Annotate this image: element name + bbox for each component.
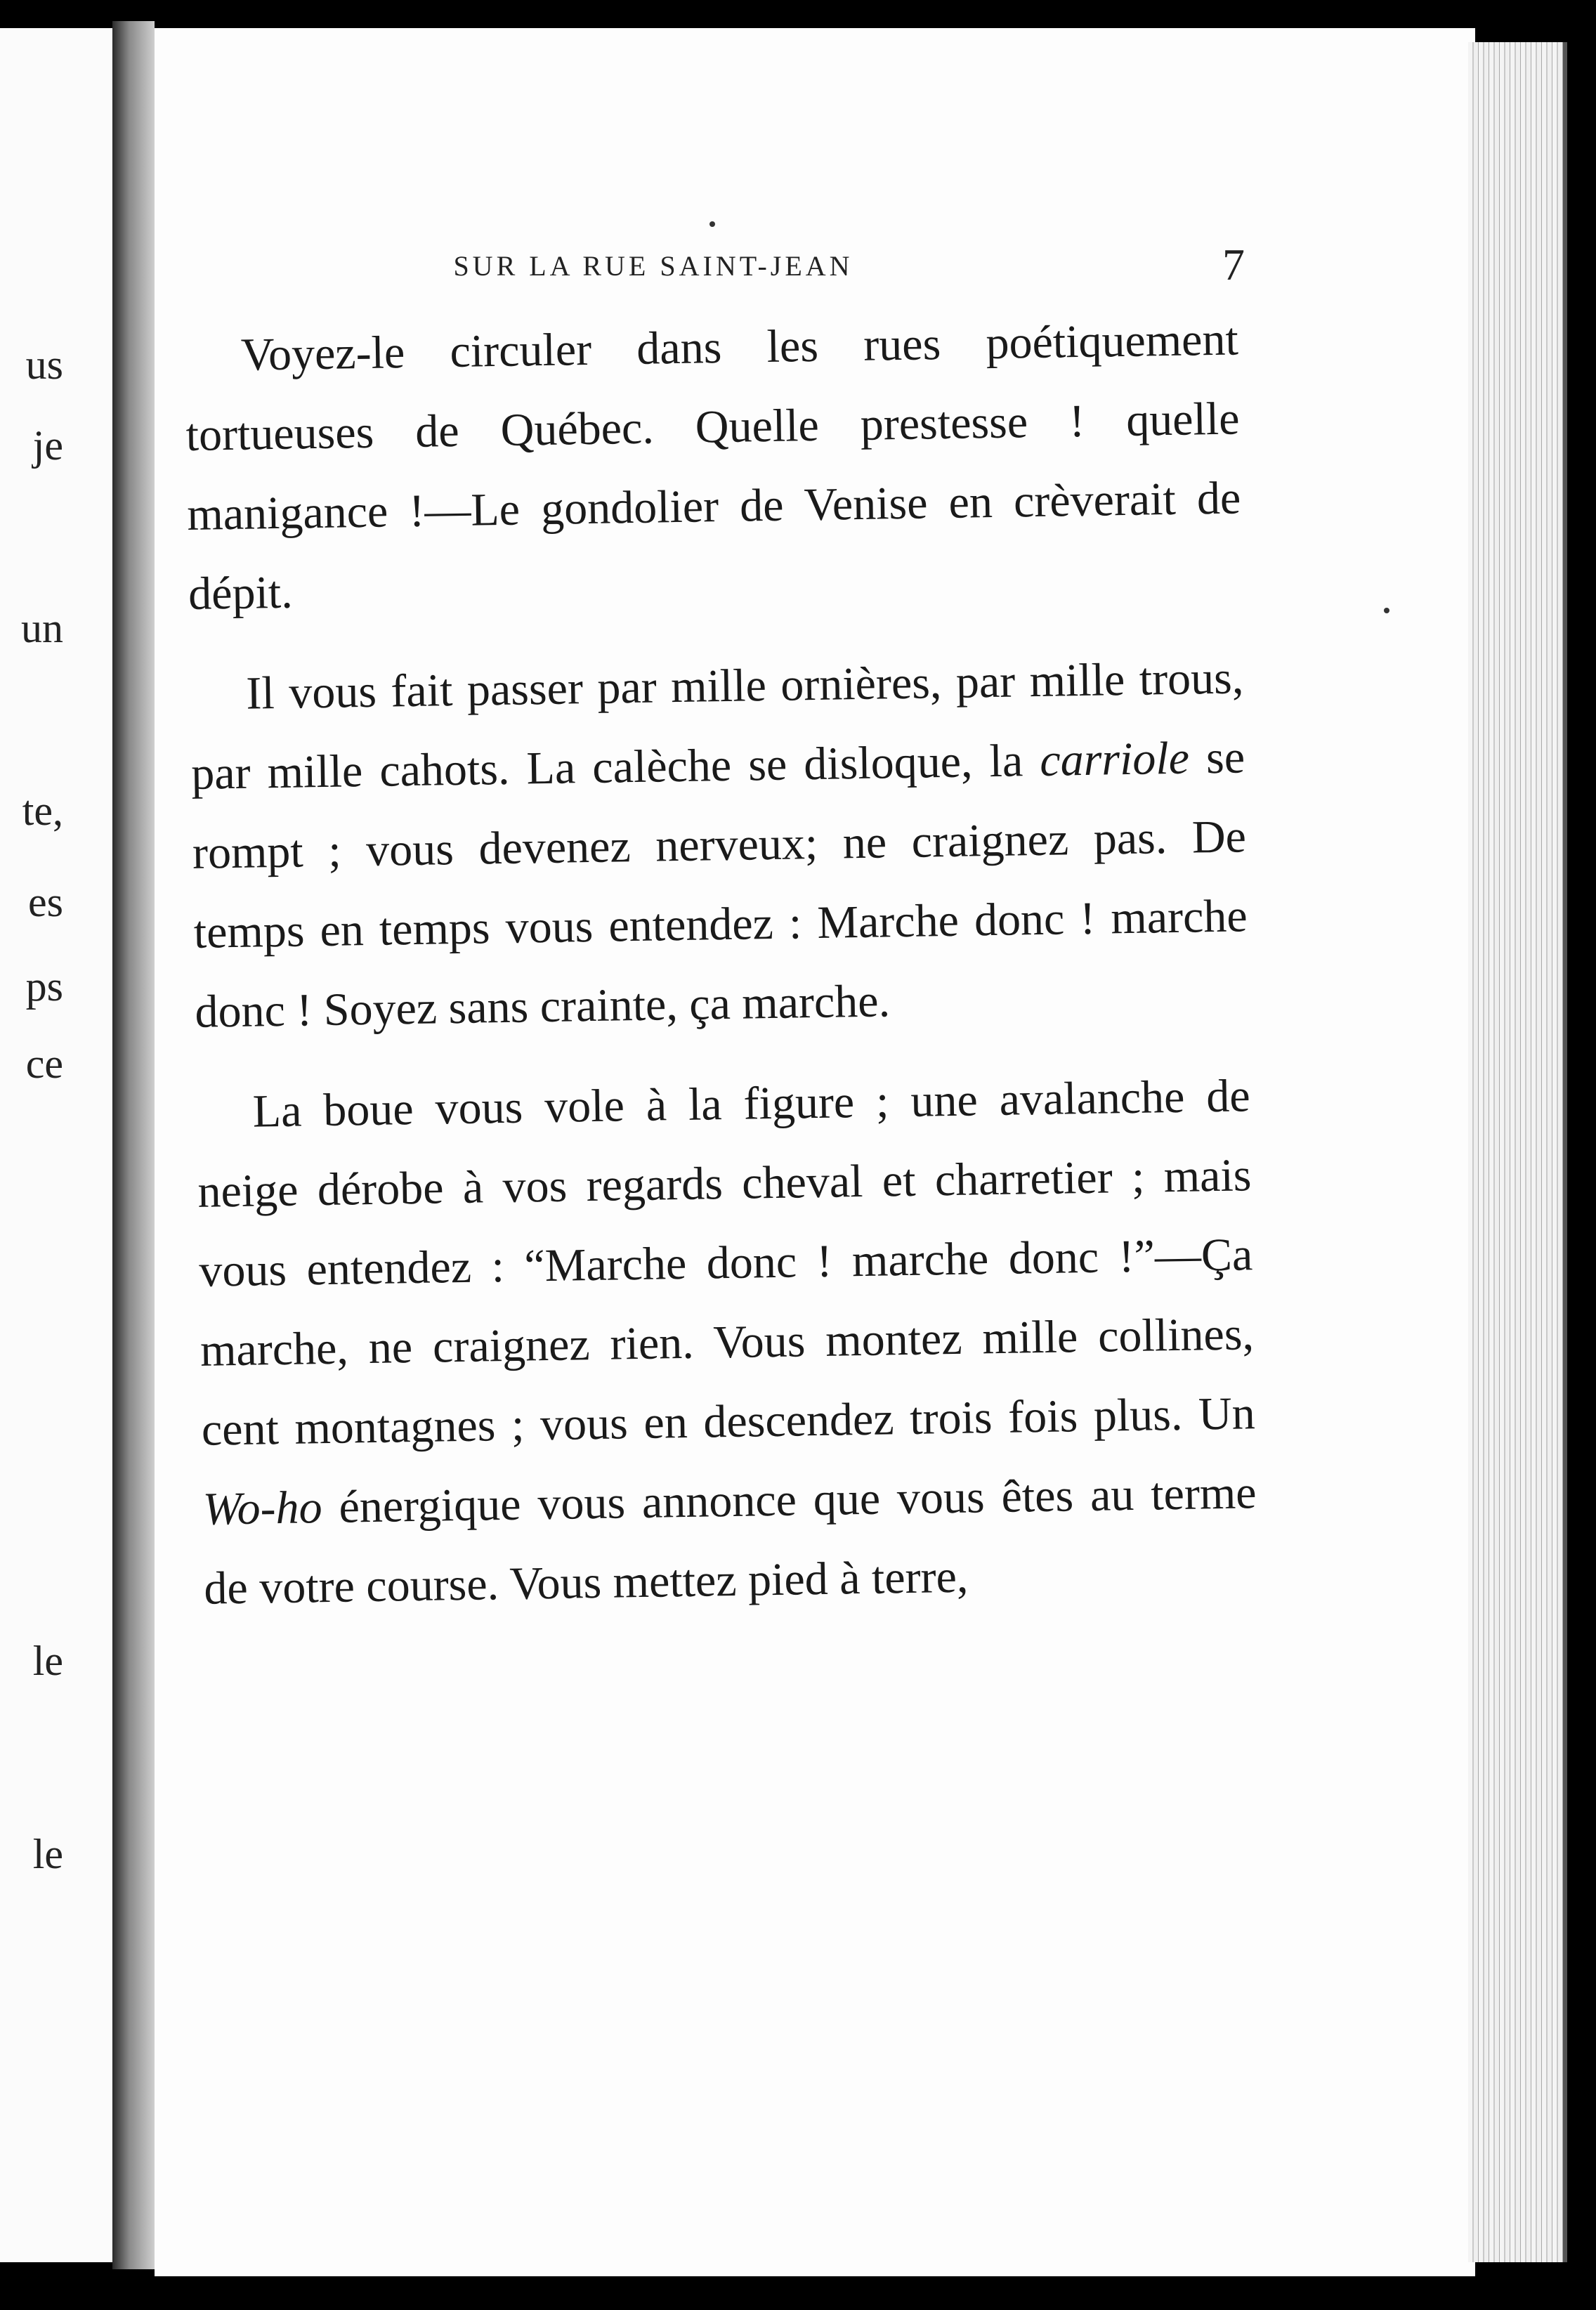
print-speck	[1384, 608, 1389, 613]
previous-page-fragment: ce	[25, 1040, 63, 1087]
text-run: énergique vous annonce que vous êtes au terme de votre course. Vous mettez pied à terre,	[203, 1467, 1257, 1614]
text-run: Il vous fait passer par mille ornières, par mille trous, par mille cahots. La calèche se disloque, la	[190, 652, 1244, 800]
previous-page-fragment: je	[32, 422, 63, 469]
previous-page-fragment: le	[32, 1831, 63, 1877]
text-run: se rompt ; vous devenez nerveux; ne craignez pas. De temps en temps vous entendez : Marche donc ! marche donc ! Soyez sans crainte, ça marche.	[192, 731, 1248, 1038]
paragraph	[190, 638, 1250, 1051]
previous-page-fragment: le	[32, 1638, 63, 1684]
previous-page-fragment: te,	[22, 788, 63, 834]
book-gutter	[112, 21, 155, 2269]
paragraph	[184, 299, 1243, 634]
previous-page-fragment: ps	[25, 963, 63, 1010]
previous-page-fragment: es	[28, 879, 63, 925]
print-speck	[709, 221, 715, 227]
body-text	[184, 299, 1259, 1649]
text-run: La boue vous vole à la figure ; une avalanche de neige dérobe à vos regards cheval et charretier ; mais vous entendez : “Marche donc ! marche donc !”—Ça marche, ne craignez rien. Vous montez mille collines, cent montagnes ; vous en descendez trois fois plus. Un	[197, 1070, 1256, 1456]
page-number: 7	[1222, 240, 1245, 289]
italic-word: Wo-ho	[202, 1482, 323, 1535]
text-run: Voyez-le circuler dans les rues poétiquement tortueuses de Québec. Quelle prestesse ! quelle manigance !—Le gondolier de Venise en crèverait de dépit.	[185, 313, 1241, 620]
page-fore-edge	[1468, 42, 1567, 2262]
paragraph	[196, 1056, 1258, 1628]
previous-page-fragment: un	[21, 605, 63, 651]
italic-word: carriole	[1039, 732, 1190, 786]
previous-page-fragment: us	[25, 341, 63, 388]
running-head: SUR LA RUE SAINT-JEAN	[453, 250, 853, 282]
